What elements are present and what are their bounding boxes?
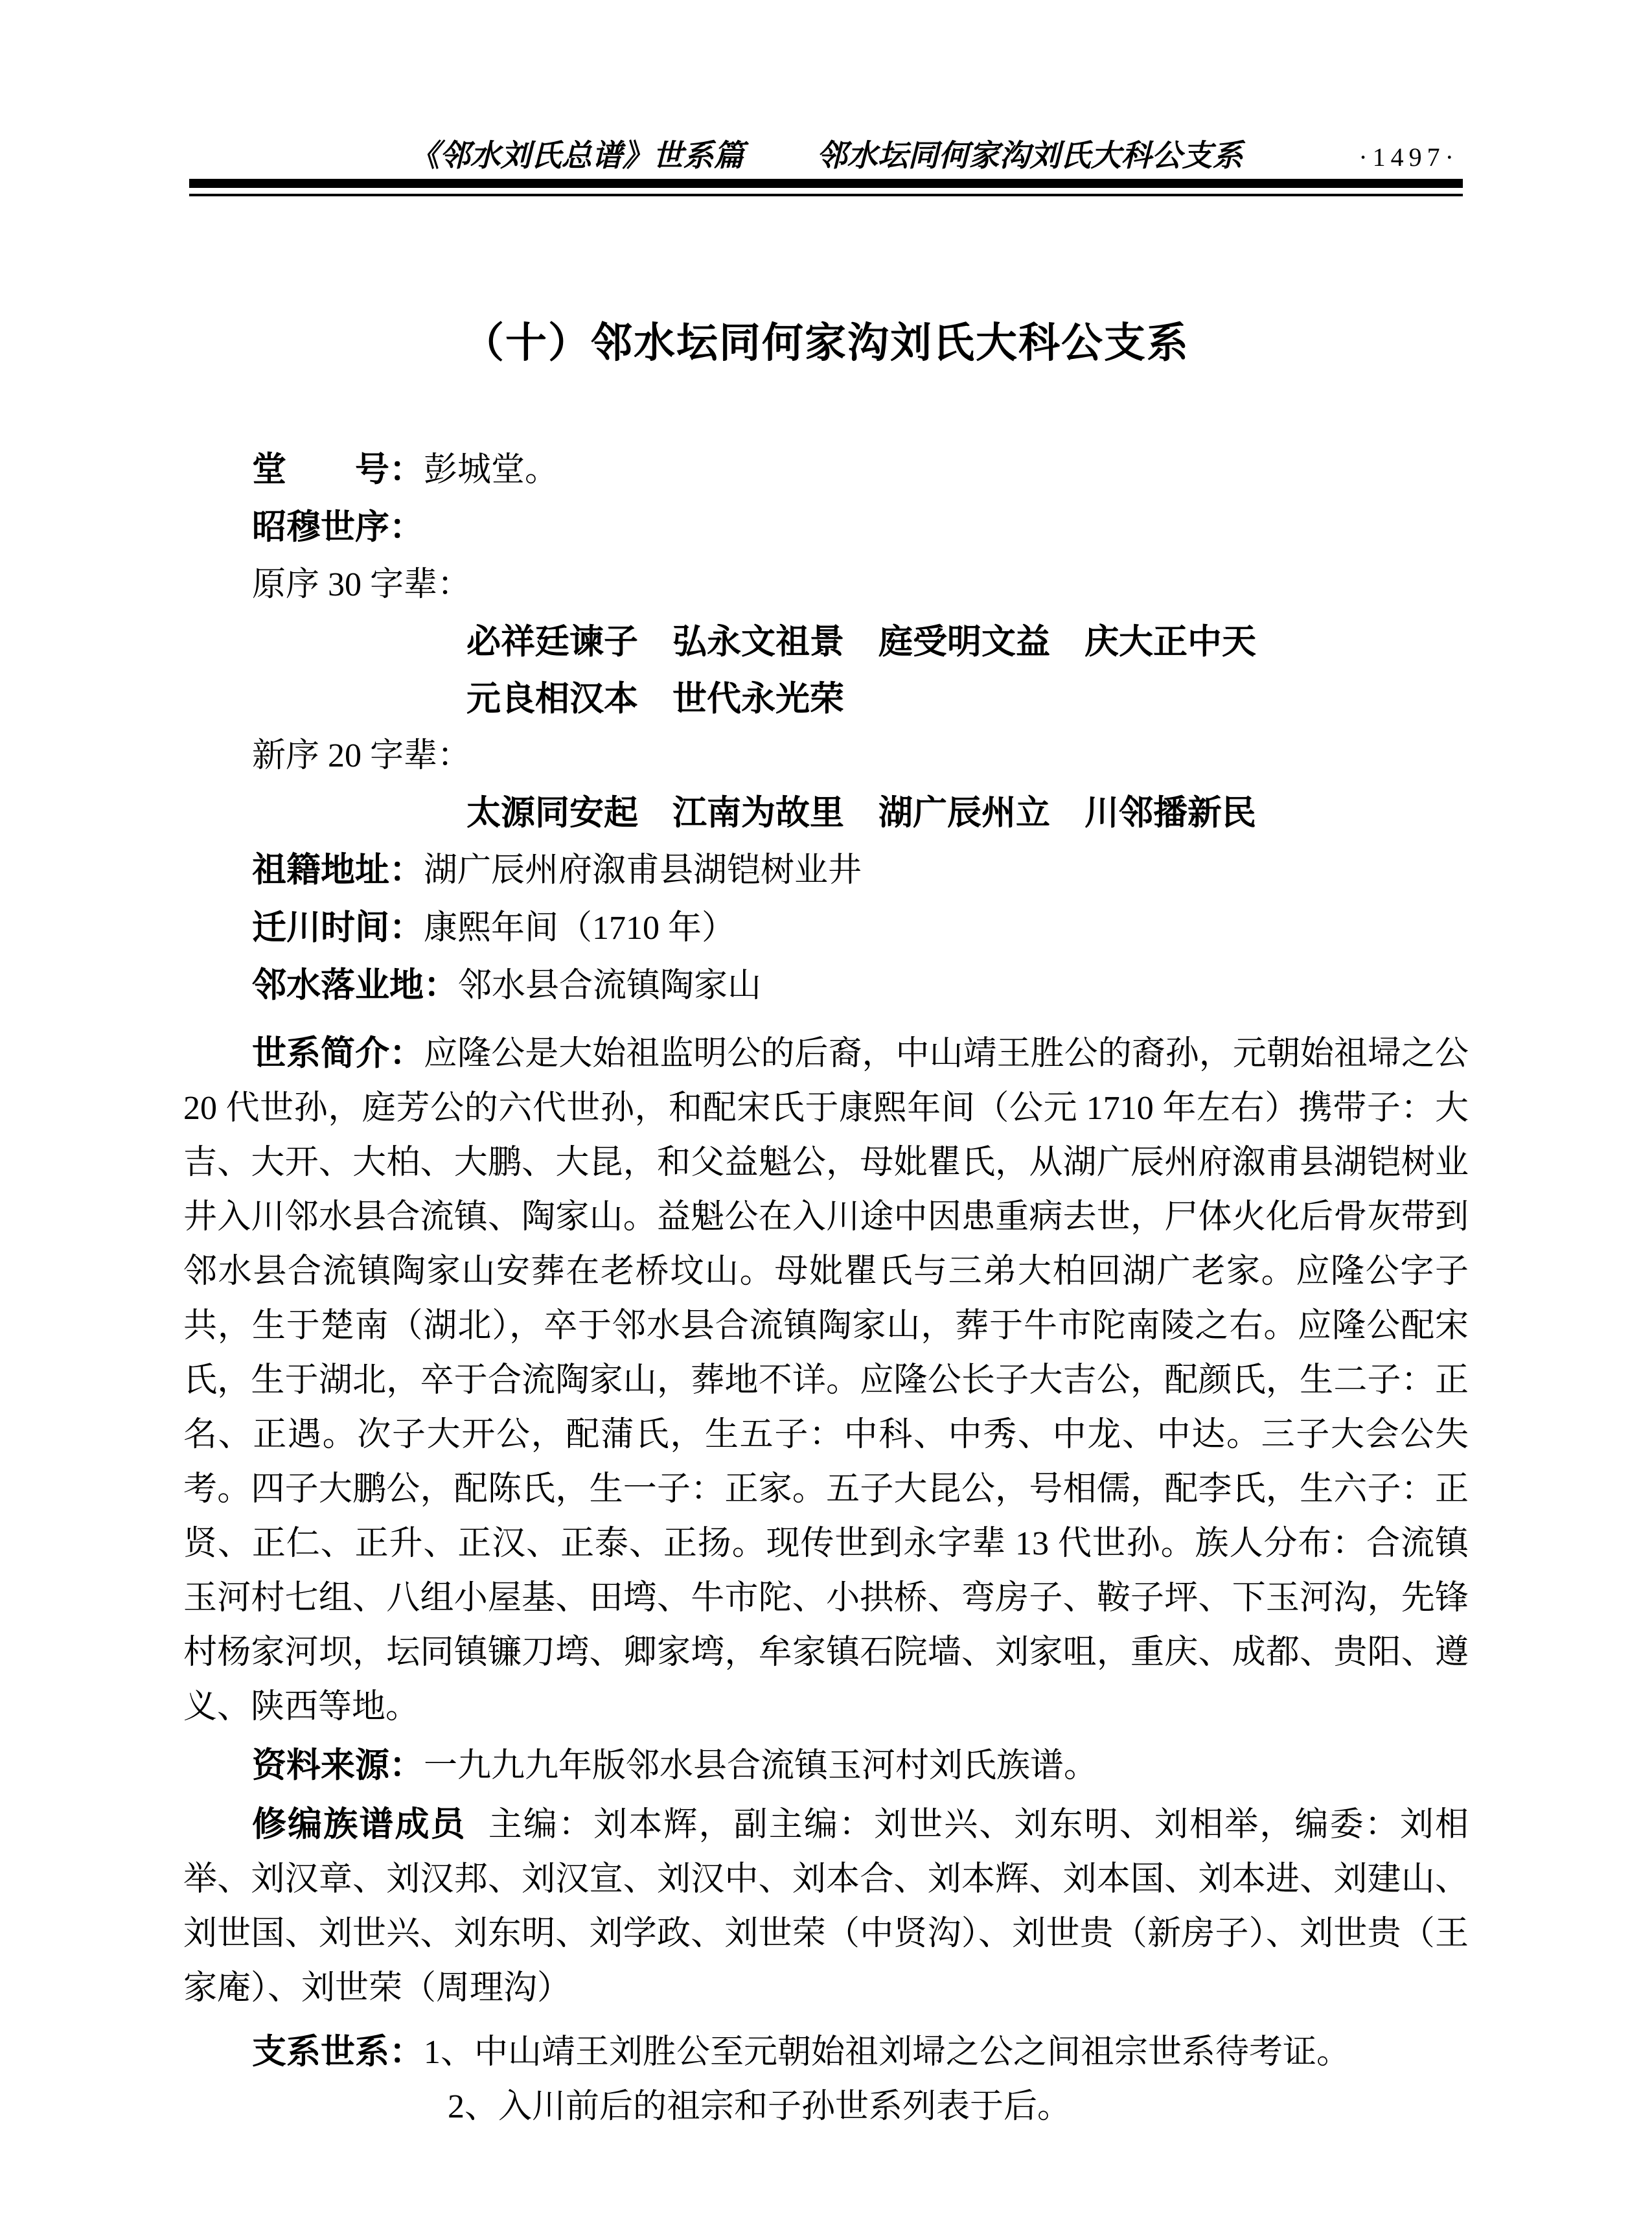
field-migration-time-label: 迁川时间： bbox=[252, 908, 424, 947]
original-order-verse-line-2: 元良相汉本 世代永光荣 bbox=[466, 680, 844, 718]
source-label: 资料来源： bbox=[252, 1746, 424, 1784]
field-hall-name-value: 彭城堂。 bbox=[424, 452, 559, 489]
lineage-intro-label: 世系简介： bbox=[252, 1034, 424, 1072]
branch-lineage-item-1: 1、中山靖王刘胜公至元朝始祖刘埽之公之间祖宗世系待考证。 bbox=[424, 2034, 1351, 2071]
page-body bbox=[183, 441, 1469, 2134]
new-order-verse-line-1: 太源同安起 江南为故里 湖广辰州立 川邻播新民 bbox=[466, 794, 1256, 832]
field-ancestral-home-value: 湖广辰州府溆甫县湖铠树业井 bbox=[424, 852, 862, 889]
field-settlement-place bbox=[183, 957, 1469, 1015]
field-hall-name bbox=[183, 441, 1469, 499]
field-migration-time-value: 康熙年间（1710 年） bbox=[424, 910, 736, 947]
running-head bbox=[189, 137, 1463, 175]
source-line bbox=[183, 1738, 1469, 1794]
field-new-order-label bbox=[183, 728, 1469, 785]
original-order-verse-line-1: 必祥廷谏子 弘永文祖景 庭受明文益 庆大正中天 bbox=[466, 623, 1256, 661]
field-settlement-place-value: 邻水县合流镇陶家山 bbox=[458, 967, 762, 1004]
lineage-intro-text: 应隆公是大始祖监明公的后裔，中山靖王胜公的裔孙，元朝始祖埽之公 20 代世孙，庭芳公的六代世孙，和配宋氏于康熙年间（公元 1710 年左右）携带子：大吉、大开、大柏、大鹏、大昆，和父益魁公，母妣瞿氏，从湖广辰州府溆甫县湖铠树业井入川邻水县合流镇、陶家山。益魁公在入川途中因患重病去世，尸体火化后骨灰带到邻水县合流镇陶家山安葬在老桥坟山。母妣瞿氏与三弟大柏回湖广老家。应隆公字子共，生于楚南（湖北），卒于邻水县合流镇陶家山，葬于牛市陀南陵之右。应隆公配宋氏，生于湖北，卒于合流陶家山，葬地不详。应隆公长子大吉公，配颜氏，生二子：正名、正遇。次子大开公，配蒲氏，生五子：中科、中秀、中龙、中达。三子大会公失考。四子大鹏公，配陈氏，生一子：正家。五子大昆公，号相儒，配李氏，生六子：正贤、正仁、正升、正汉、正泰、正扬。现传世到永字辈 13 代世孙。族人分布：合流镇玉河村七组、八组小屋基、田塆、牛市陀、小拱桥、弯房子、鞍子坪、下玉河沟，先锋村杨家河坝，坛同镇镰刀塆、卿家塆，牟家镇石院墙、刘家咀，重庆、成都、贵阳、遵义、陕西等地。 bbox=[183, 1035, 1469, 1725]
header-rule-thick bbox=[189, 179, 1463, 188]
field-original-order-label bbox=[183, 557, 1469, 614]
editors-paragraph bbox=[183, 1797, 1469, 2016]
field-ancestral-home bbox=[183, 842, 1469, 899]
header-page-number: ·1497· bbox=[1359, 143, 1459, 172]
branch-lineage-line-1 bbox=[183, 2025, 1469, 2080]
source-value: 一九九九年版邻水县合流镇玉河村刘氏族谱。 bbox=[424, 1748, 1098, 1784]
field-hall-name-label: 堂 号： bbox=[252, 450, 424, 489]
header-book-title: 《邻水刘氏总谱》世系篇 bbox=[409, 139, 744, 173]
lineage-intro-paragraph bbox=[183, 1026, 1469, 1735]
branch-lineage-line-2 bbox=[183, 2080, 1469, 2134]
section-title: （十）邻水坛同何家沟刘氏大科公支系 bbox=[463, 320, 1189, 366]
field-ancestral-home-label: 祖籍地址： bbox=[252, 851, 424, 889]
new-order-label-text: 新序 20 字辈： bbox=[252, 737, 472, 774]
branch-lineage-label: 支系世系： bbox=[252, 2033, 424, 2071]
editors-text: 主编：刘本辉，副主编：刘世兴、刘东明、刘相举，编委：刘相举、刘汉章、刘汉邦、刘汉宣、刘汉中、刘本合、刘本辉、刘本国、刘本进、刘建山、刘世国、刘世兴、刘东明、刘学政、刘世荣（中贤沟）、刘世贵（新房子）、刘世贵（王家庵）、刘世荣（周理沟） bbox=[183, 1806, 1469, 2007]
branch-lineage-item-2: 2、入川前后的祖宗和子孙世系列表于后。 bbox=[448, 2088, 1072, 2125]
editors-label: 修编族谱成员 bbox=[252, 1805, 466, 1843]
original-order-label-text: 原序 30 字辈： bbox=[252, 566, 472, 603]
field-zhaomu-order-label: 昭穆世序： bbox=[252, 508, 424, 546]
field-zhaomu-order bbox=[183, 499, 1469, 557]
field-migration-time bbox=[183, 899, 1469, 957]
header-rule-thin bbox=[189, 194, 1463, 196]
header-chapter-title: 邻水坛同何家沟刘氏大科公支系 bbox=[816, 139, 1243, 173]
field-settlement-place-label: 邻水落业地： bbox=[252, 966, 458, 1004]
